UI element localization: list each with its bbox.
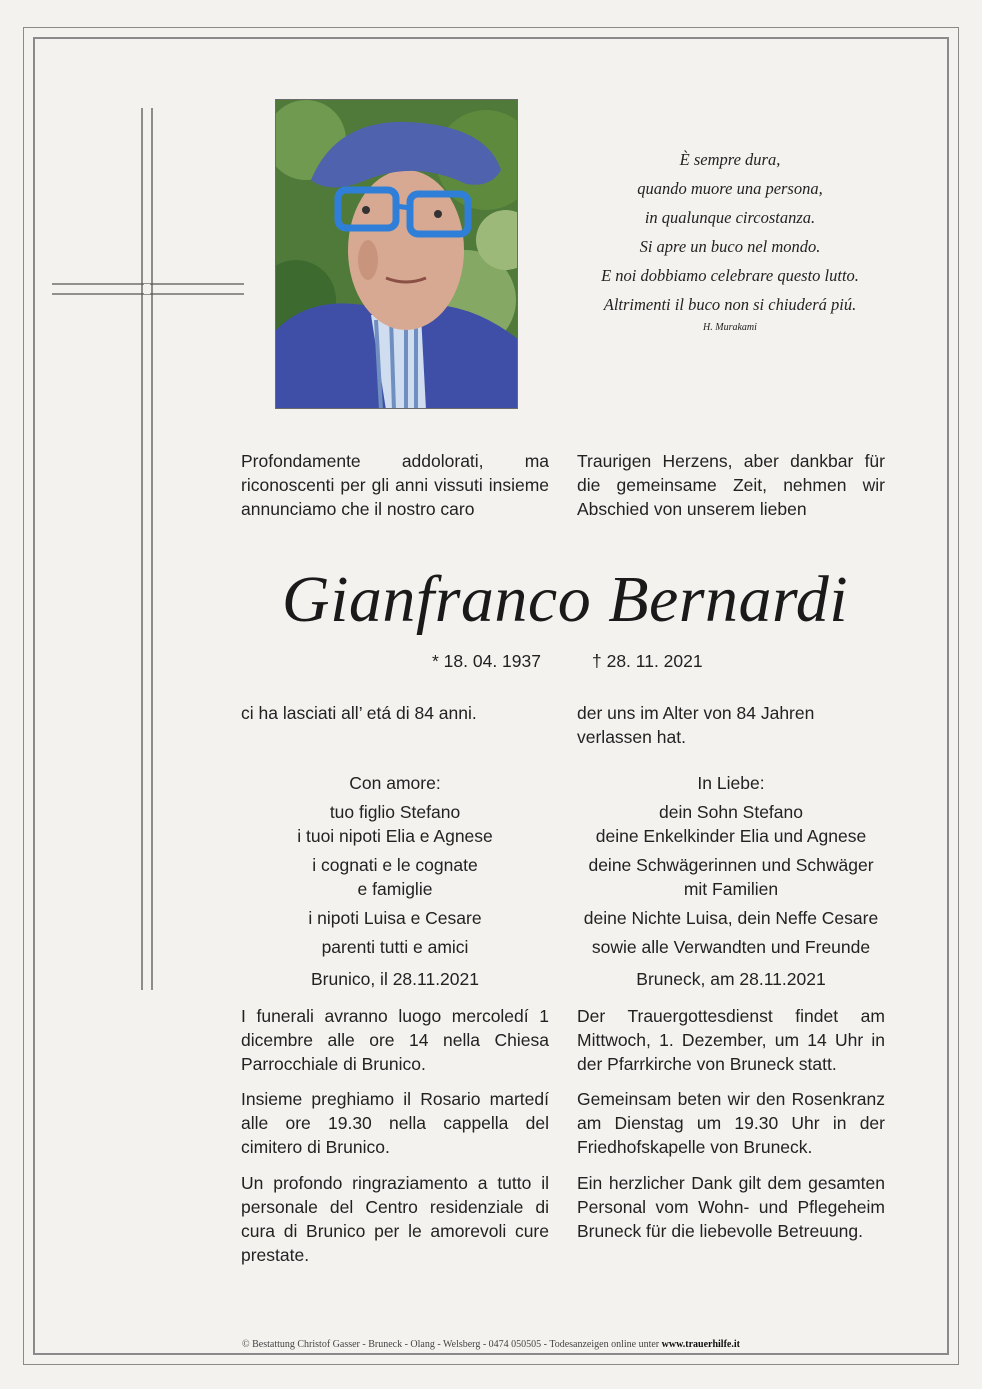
quote-line: quando muore una persona, (637, 179, 823, 198)
age-italian: ci ha lasciati all’ etá di 84 anni. (241, 703, 477, 723)
place-date-italian: Brunico, il 28.11.2021 (311, 969, 479, 989)
death-date: † 28. 11. 2021 (592, 651, 703, 671)
mourner-group (577, 935, 885, 959)
mourner-line: deine Enkelkinder Elia und Agnese (595, 826, 867, 846)
mourner-group (241, 800, 549, 848)
cross-icon (52, 108, 244, 990)
mourner-group (577, 906, 885, 930)
quote-line: È sempre dura, (679, 150, 781, 169)
mourners-italian (241, 771, 549, 964)
funeral-german: Der Trauergottesdienst findet am Mittwoch, 1. Dezember, um 14 Uhr in der Pfarrkirche von Bruneck statt. (577, 1006, 885, 1074)
mourner-group (241, 853, 549, 901)
mourner-line: mit Familien (683, 879, 779, 899)
mourner-line: deine Schwägerinnen und Schwäger (588, 855, 874, 875)
intro-german: Traurigen Herzens, aber dankbar für die gemeinsame Zeit, nehmen wir Abschied von unserem lieben (577, 451, 885, 519)
footer-text: © Bestattung Christof Gasser - Bruneck - Olang - Welsberg - 0474 050505 - Todesanzeigen online unter (242, 1339, 660, 1350)
footer (0, 1339, 982, 1350)
mourner-group (577, 853, 885, 901)
birth-date: * 18. 04. 1937 (432, 651, 541, 671)
mourner-line: parenti tutti e amici (321, 937, 469, 957)
quote-line: Si apre un buco nel mondo. (639, 237, 821, 256)
thanks-german: Ein herzlicher Dank gilt dem gesamten Personal vom Wohn- und Pflegeheim Bruneck für die liebevolle Betreuung. (577, 1173, 885, 1241)
mourner-line: i cognati e le cognate (312, 855, 478, 875)
deceased-name: Gianfranco Bernardi (281, 563, 849, 636)
quote-line: in qualunque circostanza. (644, 208, 816, 227)
intro-italian: Profondamente addolorati, ma riconoscenti per gli anni vissuti insieme annunciamo che il nostro caro (241, 451, 549, 519)
quote-line: Altrimenti il buco non si chiuderá piú. (603, 295, 857, 314)
mourner-line: deine Nichte Luisa, dein Neffe Cesare (583, 908, 879, 928)
rosary-italian: Insieme preghiamo il Rosario martedí alle ore 19.30 nella cappella del cimitero di Brunico. (241, 1089, 549, 1157)
rosary-german: Gemeinsam beten wir den Rosenkranz am Dienstag um 19.30 Uhr in der Friedhofskapelle von Bruneck. (577, 1089, 885, 1157)
mourner-group (241, 906, 549, 930)
mourner-line: e famiglie (357, 879, 433, 899)
quote-line: E noi dobbiamo celebrare questo lutto. (601, 266, 859, 285)
mourner-line: i tuoi nipoti Elia e Agnese (297, 826, 493, 846)
quote-author: H. Murakami (703, 322, 757, 333)
mourner-line: dein Sohn Stefano (658, 802, 803, 822)
mourner-group (241, 935, 549, 959)
thanks-italian: Un profondo ringraziamento a tutto il personale del Centro residenziale di cura di Brunico per le amorevoli cure prestate. (241, 1173, 549, 1265)
mourners-german (577, 771, 885, 964)
mourner-line: i nipoti Luisa e Cesare (308, 908, 482, 928)
age-german: der uns im Alter von 84 Jahren verlassen hat. (577, 703, 815, 747)
mourner-group (577, 800, 885, 848)
mourners-heading: Con amore: (349, 773, 441, 793)
mourners-heading: In Liebe: (697, 773, 765, 793)
place-date-german: Bruneck, am 28.11.2021 (636, 969, 826, 989)
mourner-line: tuo figlio Stefano (329, 802, 461, 822)
portrait-photo (275, 99, 518, 409)
footer-link[interactable]: www.trauerhilfe.it (661, 1339, 740, 1350)
mourner-line: sowie alle Verwandten und Freunde (591, 937, 871, 957)
funeral-italian: I funerali avranno luogo mercoledí 1 dicembre alle ore 14 nella Chiesa Parrocchiale di Brunico. (241, 1006, 549, 1074)
quote-block (580, 145, 880, 335)
